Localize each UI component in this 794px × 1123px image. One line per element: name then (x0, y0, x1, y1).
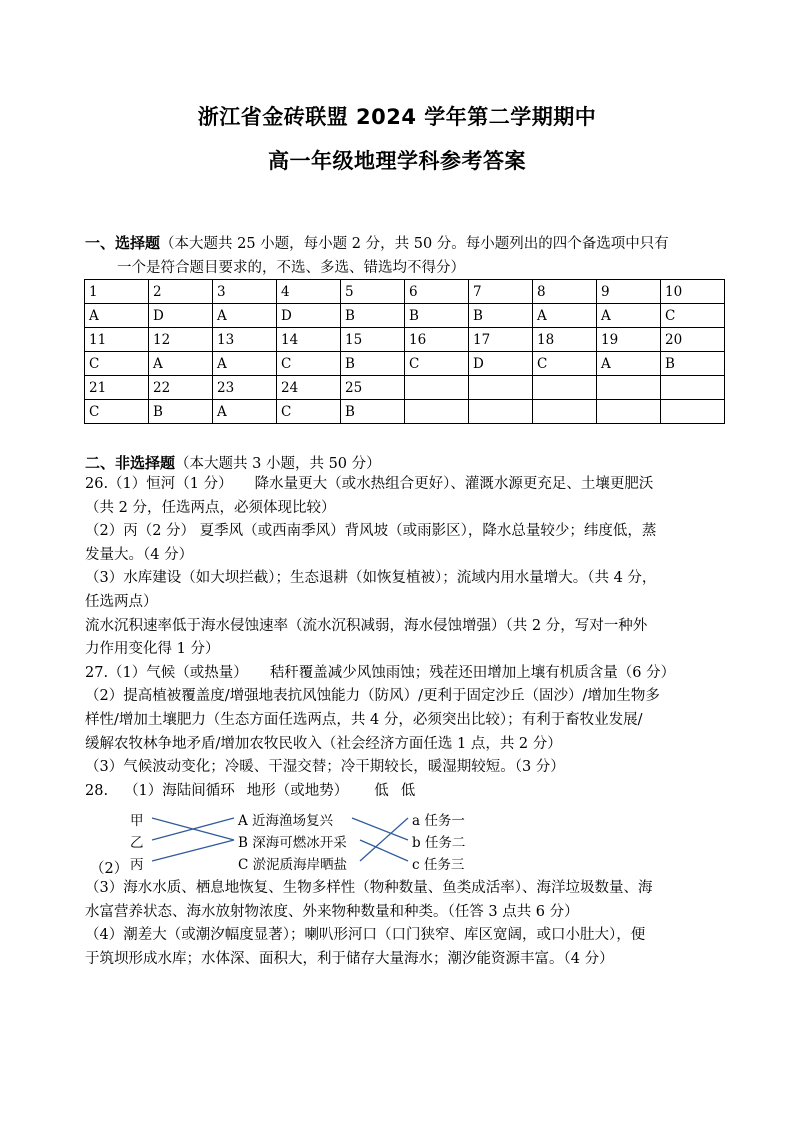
table-cell: B (149, 400, 213, 424)
table-cell: D (149, 304, 213, 328)
table-cell: 9 (597, 280, 661, 304)
line-b-c (360, 840, 408, 861)
table-cell: D (277, 304, 341, 328)
table-cell: C (533, 352, 597, 376)
right-a: a 任务一 (412, 813, 465, 829)
q27-line1 (85, 662, 713, 686)
table-cell (405, 400, 469, 424)
q26-line2: （共 2 分，任选两点，必须体现比较） (85, 499, 336, 516)
q26-line7: 流水沉积速率低于海水侵蚀速率（流水沉积减弱，海水侵蚀增强）（共 2 分，写对一种外 (85, 617, 648, 634)
table-cell: 5 (341, 280, 405, 304)
q26-line5: （3）水库建设（如大坝拦截）；生态退耕（如恢复植被）；流域内用水量增大。（共 4 分， (85, 570, 657, 587)
table-cell: A (597, 304, 661, 328)
table-cell: 15 (341, 328, 405, 352)
q27-line2: （2）提高植被覆盖度/增强地表抗风蚀能力（防风）/更利于固定沙丘（固沙）/增加生物多 (85, 688, 660, 705)
q26-line4: 发量大。（4 分） (85, 546, 194, 563)
part1-heading: 一、选择题 (85, 234, 161, 252)
table-cell: A (213, 400, 277, 424)
table-cell: B (405, 304, 469, 328)
table-cell: A (213, 304, 277, 328)
table-cell (597, 376, 661, 400)
table-cell: B (341, 352, 405, 376)
table-cell: C (405, 352, 469, 376)
table-cell: C (661, 304, 725, 328)
mid-b: B 深海可燃冰开采 (238, 835, 347, 851)
table-cell: C (277, 352, 341, 376)
table-cell: 25 (341, 376, 405, 400)
part1-desc-line1: （本大题共 25 小题，每小题 2 分，共 50 分。每小题列出的四个备选项中只有 (160, 236, 669, 252)
table-cell: B (661, 352, 725, 376)
table-cell: C (85, 400, 149, 424)
table-cell (661, 400, 725, 424)
table-row (85, 376, 725, 400)
q28-l1d: 低 (374, 782, 389, 799)
table-cell: A (597, 352, 661, 376)
left-jia: 甲 (130, 813, 144, 829)
q26-l1b: 降水量更大（或水热组合更好）、灌溉水源更充足、土壤更肥沃 (254, 476, 654, 492)
mid-c: C 淤泥质海岸晒盐 (238, 857, 348, 873)
q27-l1a: 27.（1）气候（或热量） (85, 664, 248, 681)
q26-line8: 力作用变化得 1 分） (85, 641, 220, 658)
table-cell: 3 (213, 280, 277, 304)
table-cell: 24 (277, 376, 341, 400)
page-title: 浙江省金砖联盟 2024 学年第二学期期中 (197, 105, 597, 129)
q28-line1 (85, 780, 713, 804)
table-row (85, 352, 725, 376)
sub2-label: （2） (90, 861, 129, 877)
answer-table (84, 279, 725, 424)
table-cell: 14 (277, 328, 341, 352)
table-cell (533, 376, 597, 400)
table-cell: 7 (469, 280, 533, 304)
table-cell (597, 400, 661, 424)
q27-line4: 缓解农牧林争地矛盾/增加农牧民收入（社会经济方面任选 1 点，共 2 分） (85, 735, 562, 752)
table-cell: C (277, 400, 341, 424)
q26-q27-section (85, 473, 713, 803)
table-cell: B (469, 304, 533, 328)
q27-line5: （3）气候波动变化；冷暖、干湿交替；冷干期较长，暖湿期较短。（3 分） (85, 759, 565, 776)
part2-desc: （本大题共 3 小题，共 50 分） (175, 456, 381, 472)
table-row (85, 280, 725, 304)
table-cell: 22 (149, 376, 213, 400)
page-subtitle: 高一年级地理学科参考答案 (268, 149, 526, 173)
table-cell: A (149, 352, 213, 376)
q26-line3: （2）丙（2 分） 夏季风（或西南季风）背风坡（或雨影区），降水总量较少；纬度低，蒸 (85, 523, 657, 540)
table-cell: 6 (405, 280, 469, 304)
q28-l1a: 28. (85, 782, 109, 799)
table-row (85, 328, 725, 352)
left-yi: 乙 (130, 835, 144, 851)
table-cell: 10 (661, 280, 725, 304)
table-row (85, 304, 725, 328)
q28-l1c: 地形（或地势） (246, 782, 349, 799)
q27-line3: 样性/增加土壤肥力（生态方面任选两点，共 4 分，必须突出比较）；有利于畜牧业发展/ (85, 711, 643, 728)
left-bing: 丙 (130, 857, 144, 873)
part1-desc-line2: 一个是符合题目要求的，不选、多选、错选均不得分） (117, 260, 465, 276)
table-cell: 19 (597, 328, 661, 352)
table-cell: 4 (277, 280, 341, 304)
table-cell: A (533, 304, 597, 328)
q28-line3: （3）海水水质、栖息地恢复、生物多样性（物种数量、鱼类成活率）、海洋垃圾数量、海 (85, 880, 653, 896)
q28-l1b: （1）海陆间循环 (124, 782, 235, 799)
table-cell: 2 (149, 280, 213, 304)
table-cell: 17 (469, 328, 533, 352)
q27-l1b: 秸秆覆盖减少风蚀雨蚀；残茬还田增加上壤有机质含量（6 分） (269, 664, 676, 681)
table-cell: 18 (533, 328, 597, 352)
q28-line6: 于筑坝形成水库；水体深、面积大，利于储存大量海水；潮汐能资源丰富。（4 分） (85, 950, 614, 967)
table-cell: 23 (213, 376, 277, 400)
mid-a: A 近海渔场复兴 (238, 813, 334, 829)
q26-line6: 任选两点） (85, 593, 158, 610)
right-c: c 任务三 (412, 857, 465, 873)
table-cell: 12 (149, 328, 213, 352)
matching-diagram (90, 805, 510, 881)
table-cell (469, 400, 533, 424)
line-a-b (352, 818, 408, 840)
q28-l1e: 低 (400, 782, 416, 799)
table-cell (661, 376, 725, 400)
table-cell: 13 (213, 328, 277, 352)
table-cell (405, 376, 469, 400)
table-cell: B (341, 400, 405, 424)
table-cell: 21 (85, 376, 149, 400)
table-cell: 20 (661, 328, 725, 352)
part1-header (85, 231, 715, 280)
table-cell: 16 (405, 328, 469, 352)
table-cell (533, 400, 597, 424)
table-cell: 11 (85, 328, 149, 352)
table-cell: B (341, 304, 405, 328)
table-cell: D (469, 352, 533, 376)
table-row (85, 400, 725, 424)
table-cell: C (85, 352, 149, 376)
q28-section (85, 877, 713, 971)
table-cell: A (85, 304, 149, 328)
table-cell: 1 (85, 280, 149, 304)
q26-line1 (85, 473, 713, 497)
line-placeholder (152, 861, 234, 862)
right-b: b 任务二 (412, 835, 466, 851)
table-cell (469, 376, 533, 400)
table-cell: 8 (533, 280, 597, 304)
table-cell: A (213, 352, 277, 376)
q28-line5: （4）潮差大（或潮汐幅度显著）；喇叭形河口（口门狭窄、库区宽阔，或口小肚大），便 (85, 927, 646, 944)
line-bing-b2 (152, 840, 234, 861)
q28-line4: 水富营养状态、海水放射物浓度、外来物种数量和种类。（任答 3 点共 6 分） (85, 903, 579, 920)
q26-l1a: 26.（1）恒河（1 分） (85, 476, 233, 492)
part2-heading: 二、非选择题 (85, 454, 176, 472)
